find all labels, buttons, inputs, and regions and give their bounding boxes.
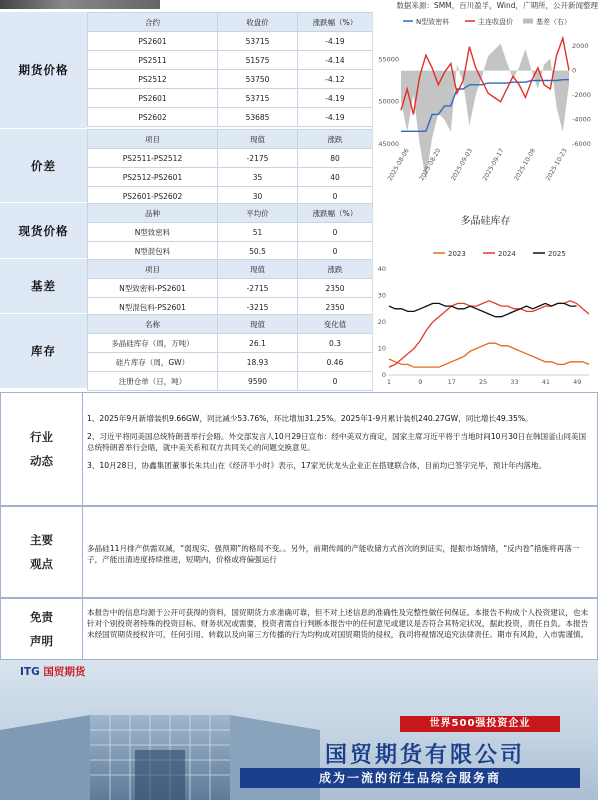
inventory-table: [87, 314, 373, 391]
table-cell: PS2601-PS2602: [88, 187, 218, 206]
category-disclaimer: [1, 599, 83, 659]
table-cell: 35: [218, 168, 298, 187]
table-row: [88, 51, 373, 70]
legend-label: 2023: [448, 250, 466, 258]
table-cell: 30: [218, 187, 298, 206]
logo-cn: 国贸期货: [43, 666, 86, 678]
x-tick-label: 17: [447, 378, 456, 386]
table-header-cell: 项目: [88, 260, 218, 279]
y-right-tick-label: 0: [572, 66, 577, 75]
table-header-row: [88, 130, 373, 149]
industry-body: [87, 413, 591, 478]
top-photo-strip: [0, 0, 160, 9]
table-cell: 53715: [218, 32, 298, 51]
x-tick-label: 1: [386, 378, 392, 386]
category-spread: 价差: [0, 129, 87, 203]
category-view: [1, 507, 83, 597]
table-row: [88, 149, 373, 168]
x-tick-label: 2025-08-20: [418, 147, 443, 183]
category-industry: [1, 393, 83, 505]
industry-item: 1、2025年9月新增装机9.66GW，同比减少53.76%，环比增加31.25%。2025年1-9月累计装机240.27GW，同比增长49.35%。: [87, 414, 533, 423]
view-section: [0, 506, 598, 598]
table-cell: N型混包料: [88, 242, 218, 261]
table-cell: N型致密料: [88, 223, 218, 242]
x-tick-label: 2025-09-03: [449, 147, 474, 183]
disclaimer-body: 本报告中的信息均源于公开可获得的资料，国贸期货力求准确可靠，但不对上述信息的准确性及完整性做任何保证。本报告不构成个人投资建议，也未针对个别投资者特殊的投资目标、财务状况或需要，投资者需自行判断本报告中的任何意见或建议是否符合其特定状况，据此投资，责任自负。本报告未经国贸期货授权许可，任何引用、转载以及向第三方传播的行为均构成对国贸期货的侵权，我司将视情况追究法律责任。期市有风险，入市需谨慎。: [87, 608, 589, 639]
spread-table: [87, 129, 373, 206]
category-view-line1: 主要: [30, 533, 53, 547]
x-tick-label: 2025-10-23: [544, 147, 569, 183]
table-cell: 0: [298, 242, 373, 261]
table-row: [88, 32, 373, 51]
table-cell: 53685: [218, 108, 298, 127]
industry-section: [0, 392, 598, 506]
disclaimer-section: [0, 598, 598, 660]
legend-label: 2024: [498, 250, 516, 258]
company-name: 国贸期货有限公司: [324, 743, 525, 768]
table-row: [88, 108, 373, 127]
table-cell: 50.5: [218, 242, 298, 261]
x-tick-label: 2025-10-09: [513, 147, 538, 183]
category-view-line2: 观点: [30, 557, 53, 571]
legend-label: 2025: [548, 250, 566, 258]
industry-item: 2、习近平将同美国总统特朗普举行会晤。外交部发言人10月29日宣布：经中美双方商定，国家主席习近平将于当地时间10月30日在韩国釜山同美国总统特朗普举行会晤，就中美关系和双方共同关心的问题交换意见。: [87, 432, 587, 452]
table-cell: -2175: [218, 149, 298, 168]
y-tick-label: 30: [377, 291, 386, 300]
basis-table: [87, 259, 373, 317]
table-cell: 0: [298, 187, 373, 206]
inventory-chart-svg: [373, 227, 599, 390]
y-tick-label: 10: [377, 344, 386, 353]
category-futures: 期货价格: [0, 12, 87, 129]
table-header-cell: 涨跌幅（%）: [298, 13, 373, 32]
x-tick-label: 2025-08-06: [386, 147, 411, 183]
x-tick-label: 49: [573, 378, 582, 386]
table-header-cell: 涨跌: [298, 130, 373, 149]
table-header-row: [88, 260, 373, 279]
table-header-cell: 平均价: [218, 204, 298, 223]
y-right-tick-label: -2000: [572, 91, 591, 100]
table-header-row: [88, 204, 373, 223]
category-disclaimer-line1: 免责: [30, 610, 53, 624]
company-slogan: 成为一流的衍生品综合服务商: [240, 768, 580, 788]
x-tick-label: 41: [541, 378, 551, 386]
table-header-row: [88, 13, 373, 32]
table-row: [88, 372, 373, 391]
table-cell: -4.14: [298, 51, 373, 70]
category-industry-line2: 动态: [30, 454, 53, 468]
table-cell: PS2512-PS2601: [88, 168, 218, 187]
table-cell: -3215: [218, 298, 298, 317]
table-cell: 注册仓单（日，吨）: [88, 372, 218, 391]
table-cell: 0: [298, 372, 373, 391]
table-row: [88, 168, 373, 187]
legend-label: N型致密料: [416, 18, 450, 26]
table-header-cell: 涨跌幅（%）: [298, 204, 373, 223]
industry-item: 3、10月28日，协鑫集团董事长朱共山在《经济半小时》表示，17家光伏龙头企业正在搭建联合体，目前均已签字完毕，预计年内落地。: [87, 461, 547, 470]
price-chart-svg: [373, 12, 599, 202]
category-inventory: 库存: [0, 314, 87, 389]
table-header-cell: 名称: [88, 315, 218, 334]
table-cell: N型混包料-PS2601: [88, 298, 218, 317]
table-cell: 0.3: [298, 334, 373, 353]
category-spot: 现货价格: [0, 203, 87, 259]
table-header-cell: 收盘价: [218, 13, 298, 32]
y-right-tick-label: -6000: [572, 140, 591, 148]
category-industry-line1: 行业: [30, 430, 53, 444]
table-cell: 80: [298, 149, 373, 168]
table-cell: PS2602: [88, 108, 218, 127]
table-header-cell: 品种: [88, 204, 218, 223]
table-header-cell: 涨跌: [298, 260, 373, 279]
table-cell: 53750: [218, 70, 298, 89]
price-chart: [372, 12, 598, 202]
table-row: [88, 242, 373, 261]
table-cell: 2350: [298, 298, 373, 317]
y-left-tick-label: 50000: [378, 97, 399, 106]
table-header-cell: 合约: [88, 13, 218, 32]
table-cell: 18.93: [218, 353, 298, 372]
table-cell: 26.1: [218, 334, 298, 353]
table-cell: 9590: [218, 372, 298, 391]
inventory-chart-title: 多晶硅库存: [460, 216, 511, 227]
inventory-chart: [372, 208, 598, 389]
table-row: [88, 334, 373, 353]
table-header-cell: 现值: [218, 260, 298, 279]
table-cell: -2715: [218, 279, 298, 298]
table-row: [88, 70, 373, 89]
table-cell: -4.12: [298, 70, 373, 89]
y-tick-label: 0: [381, 371, 386, 379]
table-header-cell: 现值: [218, 130, 298, 149]
series-line-2023: [389, 343, 589, 367]
table-header-cell: 项目: [88, 130, 218, 149]
view-body: 多晶硅11月排产供需双减，“弱现实、强预期”的格局不变。。另外，前期传闻的产能收储方式首次的到证实，提振市场情绪，“反内卷”措施将再落一子，产能出清进度持续推进，短期内，价格或将偏强运行: [87, 544, 580, 564]
y-right-tick-label: 2000: [572, 42, 589, 51]
table-header-cell: 现值: [218, 315, 298, 334]
table-cell: PS2601: [88, 89, 218, 108]
x-tick-label: 33: [510, 378, 519, 386]
table-cell: 0.46: [298, 353, 373, 372]
table-cell: PS2512: [88, 70, 218, 89]
table-row: [88, 353, 373, 372]
table-row: [88, 223, 373, 242]
series-line-2024: [389, 301, 589, 367]
y-tick-label: 20: [377, 318, 386, 326]
table-header-cell: 变化值: [298, 315, 373, 334]
table-cell: PS2511: [88, 51, 218, 70]
y-right-tick-label: -4000: [572, 115, 591, 124]
table-cell: 53715: [218, 89, 298, 108]
table-header-row: [88, 315, 373, 334]
table-cell: 40: [298, 168, 373, 187]
x-tick-label: 9: [418, 378, 423, 386]
series-basis-area: [401, 44, 569, 181]
y-left-tick-label: 45000: [378, 140, 399, 148]
legend-label: 基差（右）: [536, 18, 571, 26]
category-disclaimer-line2: 声明: [30, 634, 53, 648]
series-line-2025: [389, 303, 577, 316]
table-cell: N型致密料-PS2601: [88, 279, 218, 298]
table-cell: 多晶硅库存（周，万吨）: [88, 334, 218, 353]
logo-itg: ITG: [20, 666, 40, 678]
y-left-tick-label: 55000: [378, 55, 399, 64]
table-cell: PS2511-PS2512: [88, 149, 218, 168]
table-row: [88, 279, 373, 298]
company-logo: [20, 664, 85, 679]
table-cell: -4.19: [298, 32, 373, 51]
futures-table: [87, 12, 373, 127]
table-cell: 51575: [218, 51, 298, 70]
table-cell: 0: [298, 223, 373, 242]
x-tick-label: 2025-09-17: [481, 147, 506, 183]
x-tick-label: 25: [478, 378, 488, 386]
table-cell: -4.19: [298, 89, 373, 108]
fortune500-band: 世界500强投资企业: [400, 716, 560, 732]
table-cell: 硅片库存（周，GW）: [88, 353, 218, 372]
table-cell: -4.19: [298, 108, 373, 127]
source-note: 数据来源：SMM，百川盈孚，Wind，广期所，公开新闻整理: [396, 1, 598, 10]
spot-table: [87, 203, 373, 261]
table-row: [88, 89, 373, 108]
table-cell: PS2601: [88, 32, 218, 51]
table-cell: 2350: [298, 279, 373, 298]
legend-label: 主连收盘价: [478, 18, 513, 26]
category-basis: 基差: [0, 259, 87, 314]
y-tick-label: 40: [377, 265, 386, 273]
table-cell: 51: [218, 223, 298, 242]
